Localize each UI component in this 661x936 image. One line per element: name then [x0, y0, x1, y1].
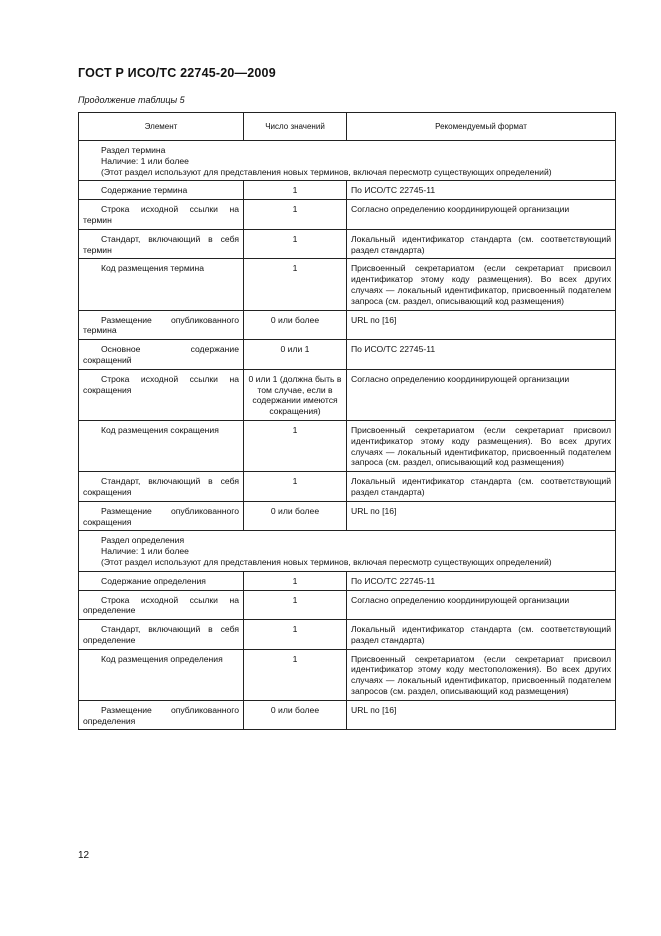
- format-cell: Согласно определению координирующей организации: [347, 200, 616, 230]
- format-cell: Локальный идентификатор стандарта (см. соответствующий раздел стандарта): [347, 620, 616, 650]
- format-cell: Локальный идентификатор стандарта (см. соответствующий раздел стандарта): [347, 229, 616, 259]
- table-row: [79, 571, 616, 590]
- table-row: [79, 310, 616, 340]
- table-row: [79, 590, 616, 620]
- format-cell: Присвоенный секретариатом (если секретариат присвоил идентификатор этому коду местоположения). Во всех других случаях — локальный идентификатор, присвоенный подателем запросов (см. раздел, описывающий код размещения): [347, 649, 616, 700]
- format-cell: URL по [16]: [347, 310, 616, 340]
- definition-section-body: [79, 531, 616, 730]
- format-cell: URL по [16]: [347, 501, 616, 531]
- table-header-row: [79, 113, 616, 141]
- format-cell: Присвоенный секретариатом (если секретариат присвоил идентификатор этому коду размещения). Во всех других случаях — локальный идентификатор, присвоенный подателем запроса (см. раздел, описывающий код размещения): [347, 259, 616, 310]
- section-presence: Наличие: 1 или более: [101, 546, 189, 557]
- table-caption: Продолжение таблицы 5: [78, 95, 185, 105]
- element-cell: Размещение опубликованного определения: [79, 700, 244, 730]
- element-cell: Код размещения термина: [79, 259, 244, 310]
- table-row: [79, 501, 616, 531]
- format-cell: Локальный идентификатор стандарта (см. соответствующий раздел стандарта): [347, 472, 616, 502]
- table-row: [79, 472, 616, 502]
- count-cell: 0 или более: [244, 700, 347, 730]
- term-section-body: [79, 141, 616, 531]
- element-cell: Содержание определения: [79, 571, 244, 590]
- count-cell: 0 или более: [244, 501, 347, 531]
- count-cell: 1: [244, 590, 347, 620]
- element-cell: Стандарт, включающий в себя термин: [79, 229, 244, 259]
- format-cell: По ИСО/ТС 22745-11: [347, 340, 616, 370]
- table-row: [79, 340, 616, 370]
- column-header-format: Рекомендуемый формат: [347, 113, 616, 141]
- element-cell: Стандарт, включающий в себя определение: [79, 620, 244, 650]
- document-header: ГОСТ Р ИСО/ТС 22745-20—2009: [78, 66, 276, 80]
- section-cell-term: [79, 141, 616, 181]
- table-row: [79, 369, 616, 420]
- count-cell: 1: [244, 420, 347, 471]
- count-cell: 0 или более: [244, 310, 347, 340]
- format-cell: По ИСО/ТС 22745-11: [347, 181, 616, 200]
- count-cell: 1: [244, 229, 347, 259]
- count-cell: 0 или 1 (должна быть в том случае, если в содержании имеются сокращения): [244, 369, 347, 420]
- element-cell: Размещение опубликованного термина: [79, 310, 244, 340]
- count-cell: 1: [244, 472, 347, 502]
- table-row: [79, 420, 616, 471]
- table-row: [79, 200, 616, 230]
- format-cell: Согласно определению координирующей организации: [347, 369, 616, 420]
- table-row: [79, 181, 616, 200]
- format-cell: Присвоенный секретариатом (если секретариат присвоил идентификатор этому коду размещения). Во всех других случаях — локальный идентификатор, присвоенный подателем запроса (см. раздел, описывающий код размещения): [347, 420, 616, 471]
- count-cell: 1: [244, 200, 347, 230]
- table-row: [79, 229, 616, 259]
- format-cell: По ИСО/ТС 22745-11: [347, 571, 616, 590]
- table-row: [79, 649, 616, 700]
- section-title: Раздел термина: [101, 145, 166, 155]
- element-cell: Строка исходной ссылки на сокращения: [79, 369, 244, 420]
- element-cell: Строка исходной ссылки на определение: [79, 590, 244, 620]
- format-cell: Согласно определению координирующей организации: [347, 590, 616, 620]
- section-note: (Этот раздел используют для представления новых терминов, включая пересмотр существующих определений): [101, 556, 552, 567]
- count-cell: 1: [244, 181, 347, 200]
- element-cell: Стандарт, включающий в себя сокращения: [79, 472, 244, 502]
- count-cell: 1: [244, 649, 347, 700]
- section-note: (Этот раздел используют для представления новых терминов, включая пересмотр существующих определений): [101, 166, 552, 177]
- table-row: [79, 259, 616, 310]
- count-cell: 1: [244, 620, 347, 650]
- element-cell: Код размещения сокращения: [79, 420, 244, 471]
- section-presence: Наличие: 1 или более: [101, 155, 189, 166]
- section-cell-definition: [79, 531, 616, 571]
- section-title: Раздел определения: [101, 535, 185, 546]
- count-cell: 1: [244, 259, 347, 310]
- element-cell: Содержание термина: [79, 181, 244, 200]
- count-cell: 0 или 1: [244, 340, 347, 370]
- format-cell: URL по [16]: [347, 700, 616, 730]
- page-number: 12: [78, 850, 90, 861]
- element-cell: Размещение опубликованного сокращения: [79, 501, 244, 531]
- table-row: [79, 620, 616, 650]
- element-cell: Основное содержание сокращений: [79, 340, 244, 370]
- column-header-element: Элемент: [79, 113, 244, 141]
- column-header-count: Число значений: [244, 113, 347, 141]
- element-cell: Код размещения определения: [79, 649, 244, 700]
- table-row: [79, 700, 616, 730]
- table-5: [78, 112, 616, 730]
- element-cell: Строка исходной ссылки на термин: [79, 200, 244, 230]
- section-row-definition: [79, 531, 616, 571]
- count-cell: 1: [244, 571, 347, 590]
- section-row-term: [79, 141, 616, 181]
